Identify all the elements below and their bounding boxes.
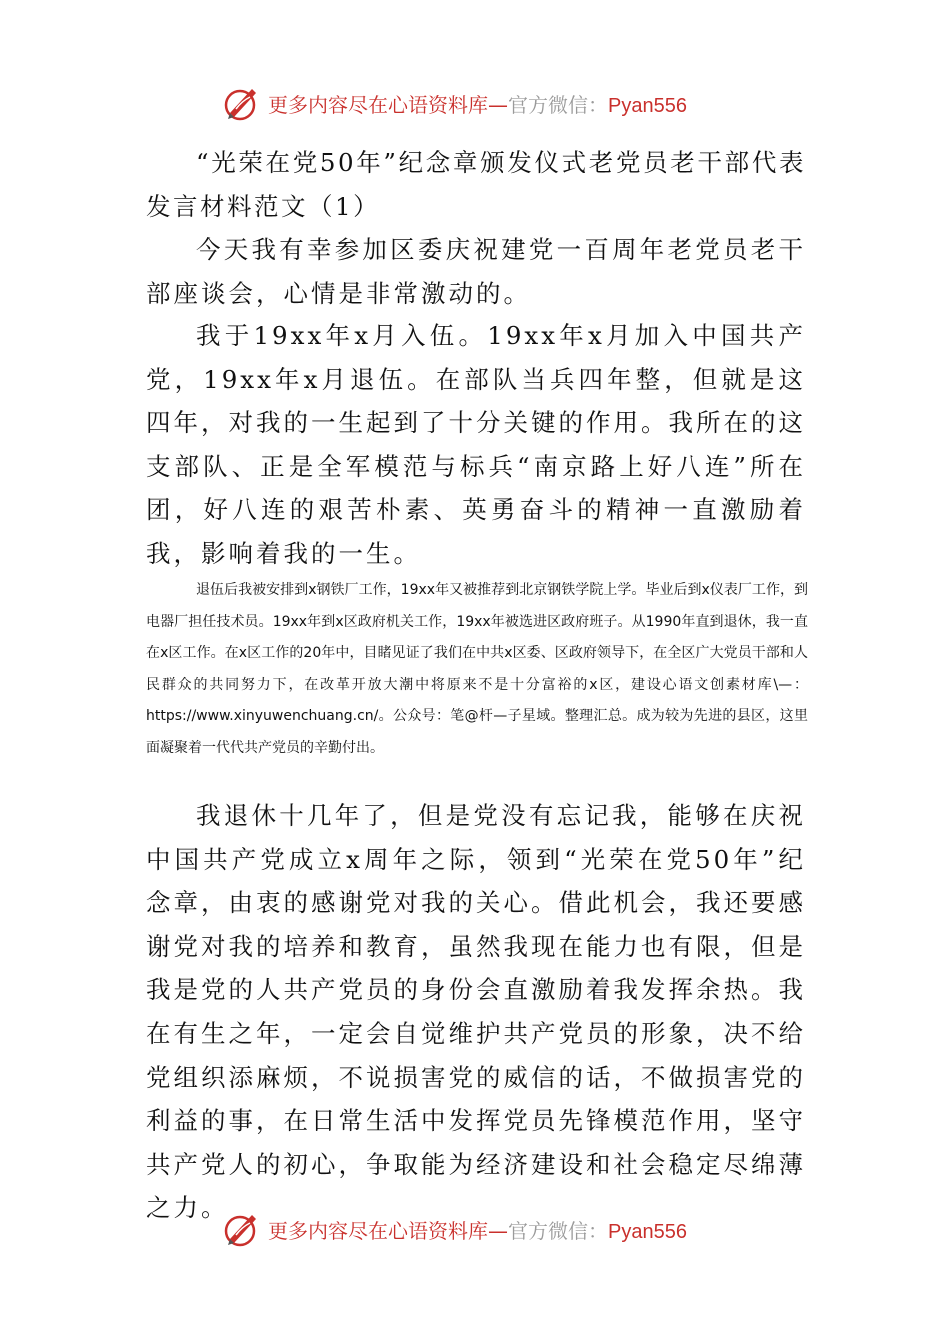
header-banner-text: [268, 89, 687, 118]
footer-banner-main: 更多内容尽在心语资料库—: [268, 1218, 508, 1243]
paragraph-4: 我退休十几年了，但是党没有忘记我，能够在庆祝中国共产党成立x周年之际，领到“光荣在党50年”纪念章，由衷的感谢党对我的关心。借此机会，我还要感谢党对我的培养和教育，虽然我现在能力也有限，但是我是党的人共产党员的身份会直激励着我发挥余热。我在有生之年，一定会自觉维护共产党员的形象，决不给党组织添麻烦，不说损害党的威信的话，不做损害党的利益的事，在日常生活中发挥党员先锋模范作用，坚守共产党人的初心，争取能为经济建设和社会稳定尽绵薄之力。: [146, 801, 806, 1223]
footer-banner-wechat-id: Pyan556: [608, 1220, 687, 1243]
footer-banner: [222, 1206, 742, 1252]
document-title: “光荣在党50年”纪念章颁发仪式老党员老干部代表发言材料范文（1）: [146, 148, 806, 221]
paragraph-3: 退伍后我被安排到x钢铁厂工作，19xx年又被推荐到北京钢铁学院上学。毕业后到x仪表厂工作，到电器厂担任技术员。19xx年到x区政府机关工作，19xx年被选进区政府班子。从1990年直到退休，我一直在x区工作。在x区工作的20年中，目睹见证了我们在中共x区委、区政府领导下，在全区广大党员干部和人民群众的共同努力下，在改革开放大潮中将原来不是十分富裕的x区，建设心语文创素材库\—：https://www.xinyuwenchuang.cn/。公众号：笔@杆—子星域。整理汇总。成为较为先进的县区，这里面凝聚着一代代共产党员的辛勤付出。: [146, 582, 808, 756]
paragraph-1: 今天我有幸参加区委庆祝建党一百周年老党员老干部座谈会，心情是非常激动的。: [146, 235, 806, 308]
header-banner: [222, 80, 742, 126]
footer-banner-wechat-label: 官方微信：: [508, 1218, 608, 1243]
paragraph-2: 我于19xx年x月入伍。19xx年x月加入中国共产党，19xx年x月退伍。在部队当兵四年整，但就是这四年，对我的一生起到了十分关键的作用。我所在的这支部队、正是全军模范与标兵“南京路上好八连”所在团，好八连的艰苦朴素、英勇奋斗的精神一直激励着我，影响着我的一生。: [146, 321, 806, 568]
pen-logo-icon: [222, 1209, 262, 1249]
header-banner-wechat-label: 官方微信：: [508, 92, 608, 117]
header-banner-main: 更多内容尽在心语资料库—: [268, 92, 508, 117]
header-banner-wechat-id: Pyan556: [608, 94, 687, 117]
footer-banner-text: [268, 1215, 687, 1244]
pen-logo-icon: [222, 83, 262, 123]
